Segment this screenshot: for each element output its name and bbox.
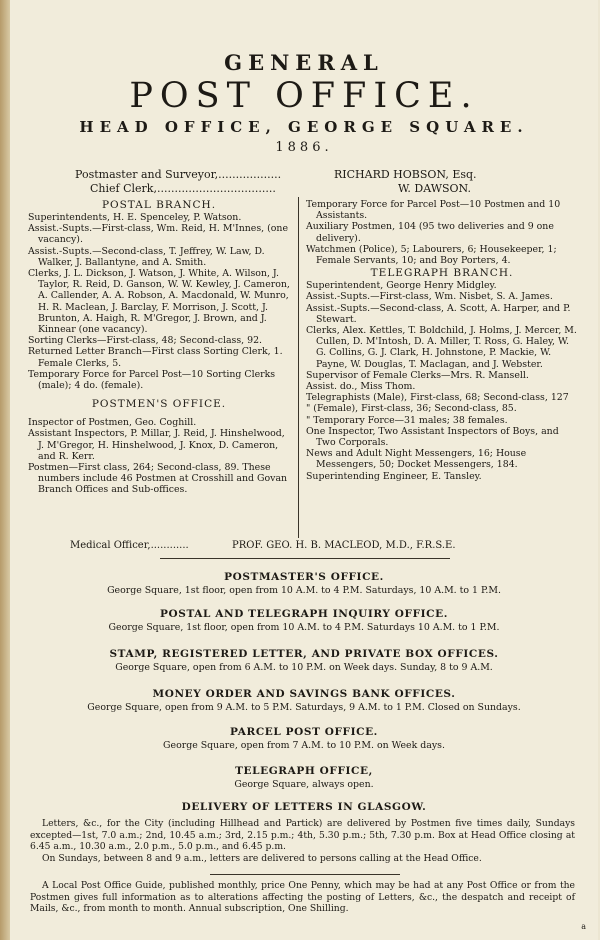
postmen-line: Assistant Inspectors, P. Millar, J. Reid, J. Hinshelwood, J. M'Gregor, H. Hinshelwood, J. Knox, D. Cameron, and R. Kerr.: [28, 428, 285, 462]
heading-post-office: POST OFFICE.: [129, 76, 479, 116]
section-detail: George Square, open from 9 A.M. to 5 P.M. Saturdays, 9 A.M. to 1 P.M. Closed on Sundays.: [87, 702, 521, 713]
stamp-office-section: [10, 647, 598, 674]
section-detail: George Square, always open.: [234, 779, 374, 790]
heading-general: GENERAL: [224, 50, 384, 75]
section-title: MONEY ORDER AND SAVINGS BANK OFFICES.: [152, 688, 456, 700]
section-detail: George Square, 1st floor, open from 10 A.M. to 4 P.M. Saturdays 10 A.M. to 1 P.M.: [108, 622, 500, 633]
section-title: TELEGRAPH OFFICE,: [235, 765, 373, 777]
section-detail: George Square, open from 7 A.M. to 10 P.M. on Week days.: [163, 740, 445, 751]
section-title: DELIVERY OF LETTERS IN GLASGOW.: [181, 801, 427, 813]
postal-line: Returned Letter Branch—First class Sorting Clerk, 1. Female Clerks, 5.: [28, 346, 283, 369]
telegraph-office-section: [10, 764, 598, 791]
postmen-line: Postmen—First class, 264; Second-class, 89. These numbers include 46 Postmen at Crosshill and Govan Branch Offices and Sub-offices.: [28, 462, 288, 496]
book-spine-edge: [0, 0, 10, 940]
telegraph-line: Assist. do., Miss Thom.: [306, 381, 416, 393]
delivery-paragraph: On Sundays, between 8 and 9 a.m., letters are delivered to persons calling at the Head Office.: [42, 852, 482, 864]
page-mark: a: [581, 922, 586, 931]
chief-clerk-name: W. DAWSON.: [398, 182, 471, 195]
postal-line: Assist.-Supts.—Second-class, T. Jeffrey, W. Law, D. Walker, J. Ballantyne, and A. Smith.: [28, 245, 265, 268]
medical-officer-name: PROF. GEO. H. B. MACLEOD, M.D., F.R.S.E.: [232, 540, 456, 551]
force-line: Watchmen (Police), 5; Labourers, 6; Housekeeper, 1; Female Servants, 10; and Boy Porters, 4.: [306, 243, 557, 267]
directory-page: [10, 0, 598, 940]
telegraph-branch-heading: TELEGRAPH BRANCH.: [370, 267, 514, 280]
postal-line: Sorting Clerks—First-class, 48; Second-class, 92.: [28, 335, 263, 347]
telegraph-line: Assist.-Supts.—First-class, Wm. Nisbet, S. A. James.: [306, 291, 553, 303]
guide-paragraph: A Local Post Office Guide, published monthly, price One Penny, which may be had at any Post Office or from the Postmen gives full information as to alterations affecting the posting of Letters, &c., the despatch and receipt of Mails, &c., from month to month. Annual subscription, One Shilling.: [30, 880, 575, 914]
telegraph-line: One Inspector, Two Assistant Inspectors of Boys, and Two Corporals.: [306, 425, 559, 449]
section-title: PARCEL POST OFFICE.: [230, 726, 378, 738]
postmen-line: Inspector of Postmen, Geo. Coghill.: [28, 417, 197, 429]
telegraph-line: " (Female), First-class, 36; Second-class, 85.: [306, 403, 517, 415]
parcel-post-section: [10, 725, 598, 752]
chief-clerk-role: Chief Clerk,..................................: [90, 182, 276, 195]
telegraph-line: Superintending Engineer, E. Tansley.: [306, 470, 482, 482]
money-order-section: [10, 687, 598, 714]
section-detail: George Square, 1st floor, open from 10 A.M. to 4 P.M. Saturdays, 10 A.M. to 1 P.M.: [107, 585, 501, 596]
left-column: [28, 198, 290, 496]
telegraph-line: News and Adult Night Messengers, 16; House Messengers, 50; Docket Messengers, 184.: [306, 448, 527, 471]
inquiry-office-section: [10, 607, 598, 634]
postal-branch-heading: POSTAL BRANCH.: [101, 199, 217, 211]
postal-line: Superintendents, H. E. Spenceley, P. Watson.: [28, 212, 242, 223]
telegraph-line: Telegraphists (Male), First-class, 68; Second-class, 127: [306, 392, 569, 404]
postal-line: Assist.-Supts.—First-class, Wm. Reid, H. M'Innes, (one vacancy).: [28, 223, 289, 246]
right-column: [306, 199, 578, 482]
postmaster-name: RICHARD HOBSON, Esq.: [334, 168, 477, 181]
telegraph-line: Clerks, Alex. Kettles, T. Boldchild, J. Holms, J. Mercer, M. Cullen, D. M'Intosh, D. A. Miller, T. Ross, G. Haley, W. G. Collins, G. J. Clark, H. Johnstone, P. Mackie, W. Payne, W. Douglas, T. Maclagan, and J. Webster.: [306, 325, 577, 370]
delivery-paragraph: Letters, &c., for the City (including Hillhead and Partick) are delivered by Postmen five times daily, Sundays excepted—1st, 7.0 a.m.; 2nd, 10.45 a.m.; 3rd, 2.15 p.m.; 4th, 5.30 p.m.; 5th, 7.30 p.m. Box at Head Office closing at 6.45 a.m., 10.30 a.m., 2.0 p.m., 5.0 p.m., and 6.45 p.m.: [30, 818, 575, 852]
column-divider: [298, 197, 299, 538]
delivery-section: [10, 800, 598, 814]
force-line: Auxiliary Postmen, 104 (95 two deliveries and 9 one delivery).: [306, 221, 554, 244]
guide-text: [30, 880, 575, 915]
heading-year: 1886.: [275, 140, 333, 155]
section-title: POSTMASTER'S OFFICE.: [224, 571, 384, 583]
postal-line: Temporary Force for Parcel Post—10 Sorting Clerks (male); 4 do. (female).: [28, 368, 276, 392]
postmens-office-heading: POSTMEN'S OFFICE.: [91, 398, 227, 411]
section-title: POSTAL AND TELEGRAPH INQUIRY OFFICE.: [160, 608, 448, 620]
postal-line: Clerks, J. L. Dickson, J. Watson, J. White, A. Wilson, J. Taylor, R. Reid, D. Ganson, W. W. Kewley, J. Cameron, A. Callender, A. A. Robson, A. Macdonald, W. Munro, H. R. Maclean, J. Barclay, F. Morrison, J. Scott, J. Brunton, A. Haigh, R. M'Gregor, J. Brown, and J. Kinnear (one vacancy).: [28, 268, 290, 336]
medical-officer-role: Medical Officer,............: [70, 540, 189, 551]
postmaster-role: Postmaster and Surveyor,..................: [75, 168, 282, 181]
heading-head-office: HEAD OFFICE, GEORGE SQUARE.: [79, 118, 529, 136]
telegraph-line: Superintendent, George Henry Midgley.: [306, 280, 497, 292]
section-title: STAMP, REGISTERED LETTER, AND PRIVATE BOX OFFICES.: [109, 648, 499, 660]
divider-rule: [160, 558, 450, 559]
postmasters-office-section: [10, 570, 598, 597]
divider-rule: [210, 874, 400, 875]
telegraph-line: " Temporary Force—31 males; 38 females.: [306, 414, 508, 426]
section-detail: George Square, open from 6 A.M. to 10 P.M. on Week days. Sunday, 8 to 9 A.M.: [115, 662, 493, 673]
telegraph-line: Assist.-Supts.—Second-class, A. Scott, A. Harper, and P. Stewart.: [306, 302, 571, 325]
telegraph-line: Supervisor of Female Clerks—Mrs. R. Mansell.: [306, 369, 529, 381]
delivery-text: [30, 818, 575, 864]
force-line: Temporary Force for Parcel Post—10 Postmen and 10 Assistants.: [306, 199, 561, 222]
